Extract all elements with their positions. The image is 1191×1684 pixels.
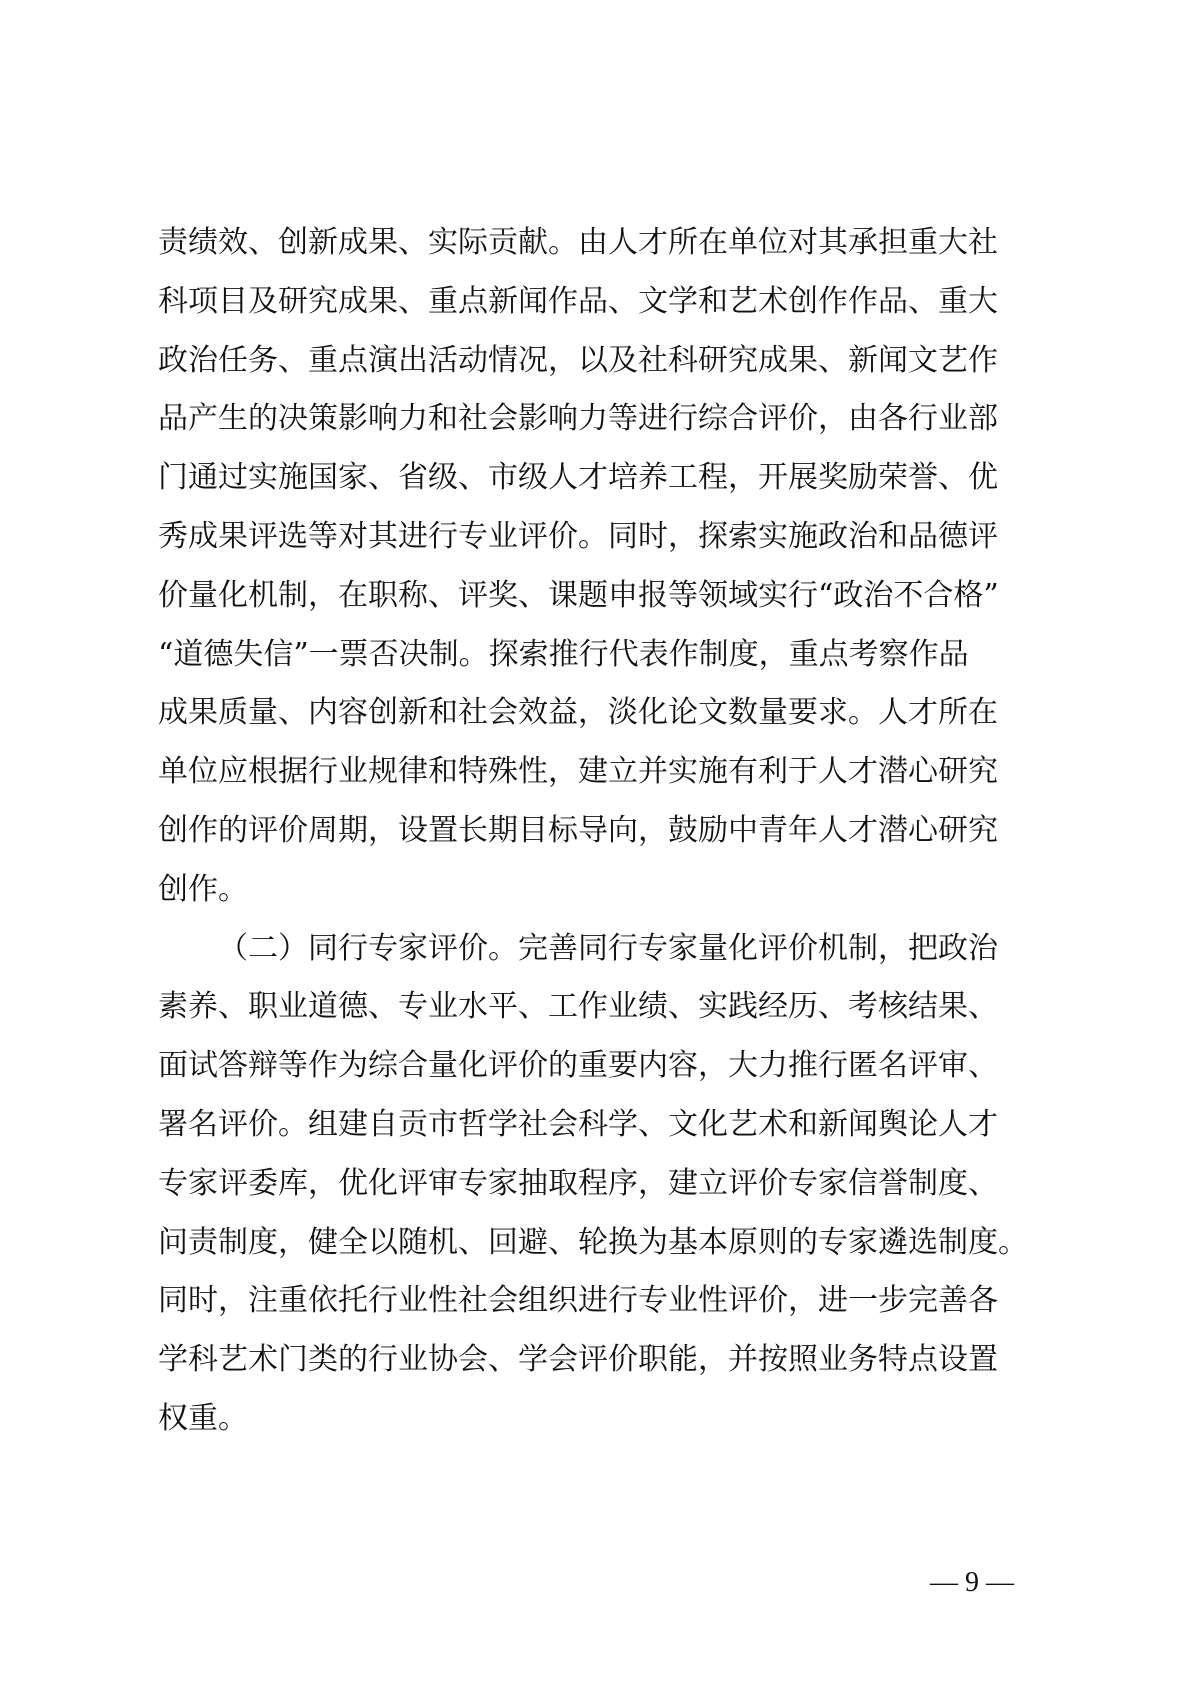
text-line: 问责制度，健全以随机、回避、轮换为基本原则的专家遴选制度。	[158, 1224, 1028, 1260]
document-body	[158, 214, 1038, 1449]
text-line: 专家评委库，优化评审专家抽取程序，建立评价专家信誉制度、	[158, 1165, 998, 1201]
text-line: 单位应根据行业规律和特殊性，建立并实施有利于人才潜心研究	[158, 754, 998, 790]
text-line: 面试答辩等作为综合量化评价的重要内容，大力推行匿名评审、	[158, 1048, 998, 1084]
text-line: 科项目及研究成果、重点新闻作品、文学和艺术创作作品、重大	[158, 283, 998, 319]
text-line: 创作。	[158, 871, 248, 907]
text-line: 成果质量、内容创新和社会效益，淡化论文数量要求。人才所在	[158, 695, 998, 731]
text-line: 权重。	[158, 1400, 248, 1436]
text-line: 创作的评价周期，设置长期目标导向，鼓励中青年人才潜心研究	[158, 812, 998, 848]
text-line: “道德失信”一票否决制。探索推行代表作制度，重点考察作品	[158, 636, 969, 672]
text-line: 素养、职业道德、专业水平、工作业绩、实践经历、考核结果、	[158, 989, 998, 1025]
text-line: 品产生的决策影响力和社会影响力等进行综合评价，由各行业部	[158, 401, 998, 437]
section-heading-line: （二）同行专家评价。完善同行专家量化评价机制，把政治	[218, 930, 998, 966]
text-line: 秀成果评选等对其进行专业评价。同时，探索实施政治和品德评	[158, 518, 998, 554]
text-line: 价量化机制，在职称、评奖、课题申报等领域实行“政治不合格”	[158, 577, 999, 613]
text-line: 署名评价。组建自贡市哲学社会科学、文化艺术和新闻舆论人才	[158, 1106, 998, 1142]
text-line: 学科艺术门类的行业协会、学会评价职能，并按照业务特点设置	[158, 1342, 998, 1378]
text-line: 政治任务、重点演出活动情况，以及社科研究成果、新闻文艺作	[158, 342, 998, 378]
text-line: 同时，注重依托行业性社会组织进行专业性评价，进一步完善各	[158, 1283, 998, 1319]
text-line: 责绩效、创新成果、实际贡献。由人才所在单位对其承担重大社	[158, 225, 998, 260]
text-line: 门通过实施国家、省级、市级人才培养工程，开展奖励荣誉、优	[158, 460, 998, 496]
page-number: — 9 —	[930, 1567, 1014, 1598]
